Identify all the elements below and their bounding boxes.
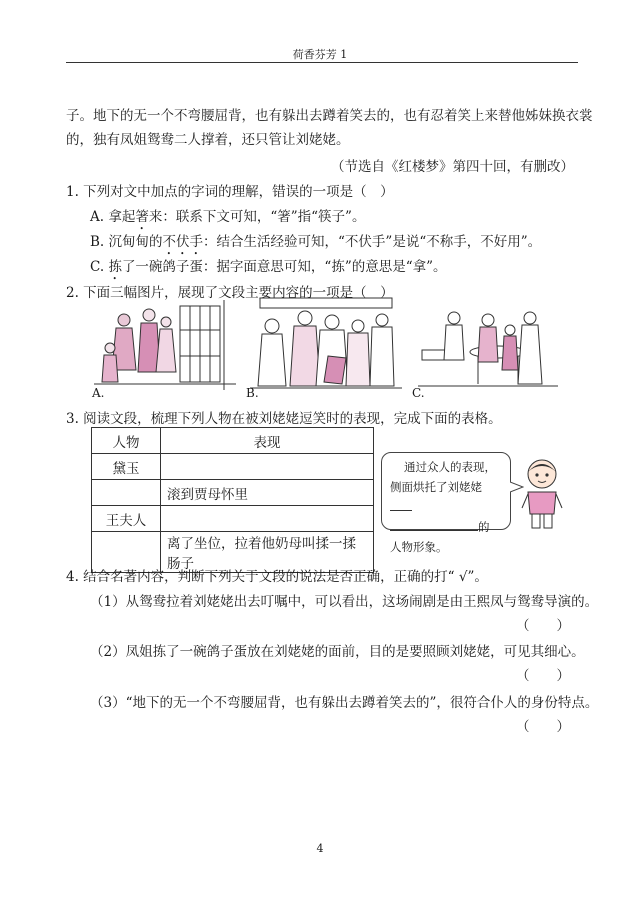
answer-cell[interactable]: [92, 480, 161, 506]
table-row: [92, 506, 374, 532]
passage-source: （节选自《红楼梦》第四十回，有删改）: [331, 159, 574, 175]
table-header-cell: 表现: [161, 428, 374, 454]
q2-stem: 2. 下面三幅图片，展现了文段主要内容的一项是（ ）: [66, 285, 394, 301]
illustration-a: [94, 300, 236, 392]
header-divider: [66, 62, 578, 63]
q1-a-dotted: 箸: [135, 209, 149, 225]
answer-cell[interactable]: [161, 454, 374, 480]
illustration-c: [418, 300, 558, 392]
q4-answer-1[interactable]: （ ）: [516, 618, 570, 634]
q1-option-b: [90, 230, 541, 258]
q1-c-pre: C.: [90, 259, 109, 275]
q1-c-dotted: 拣: [108, 259, 122, 275]
passage-line-2: 的，独有凤姐鸳鸯二人撑着，还只管让刘姥姥。: [66, 132, 350, 148]
bubble-text: 的: [478, 520, 490, 534]
bubble-line-2: [390, 477, 502, 517]
fill-blank[interactable]: [390, 510, 412, 511]
table-row: [92, 480, 374, 506]
bubble-line-1: 通过众人的表现，: [404, 460, 496, 474]
q3-table: [91, 427, 374, 573]
table-cell: 滚到贾母怀里: [161, 480, 374, 506]
bubble-line-4: 人物形象。: [390, 540, 448, 554]
q1-option-a: [90, 205, 365, 233]
illustration-b: [250, 296, 402, 396]
table-cell: 黛玉: [92, 454, 161, 480]
illustration-b-label: B.: [246, 386, 259, 400]
q4-item-2: （2）凤姐拣了一碗鸽子蛋放在刘姥姥的面前，目的是要照顾刘姥姥，可见其细心。: [90, 644, 585, 660]
bubble-line-3: [390, 517, 502, 537]
boy-figure-icon: [520, 456, 564, 530]
passage-line-1: 子。地下的无一个不弯腰屈背，也有躲出去蹲着笑去的，也有忍着笑上来替他姊妹换衣裳: [66, 108, 593, 124]
q1-b-pre: B. 沉甸甸的: [90, 234, 163, 250]
answer-cell[interactable]: [161, 506, 374, 532]
fill-blank[interactable]: [390, 530, 478, 531]
speech-bubble: [381, 452, 511, 554]
table-header-cell: 人物: [92, 428, 161, 454]
q1-option-c: [90, 255, 447, 283]
q4-stem: 4. 结合名著内容，判断下列关于文段的说法是否正确，正确的打“ √”。: [66, 569, 488, 585]
page-number: 4: [316, 842, 324, 855]
illustration-c-label: C.: [412, 386, 425, 400]
bubble-text: 侧面烘托了刘姥姥: [390, 480, 482, 494]
table-cell: 王夫人: [92, 506, 161, 532]
q1-b-post: ：结合生活经验可知，“不伏手”是说“不称手，不好用”。: [203, 234, 542, 250]
table-cell: 离了坐位，拉着他奶母叫揉一揉肠子: [161, 532, 374, 573]
q4-item-3: （3）“地下的无一个不弯腰屈背，也有躲出去蹲着笑去的”，很符合仆人的身份特点。: [90, 695, 599, 711]
q4-item-1: （1）从鸳鸯拉着刘姥姥出去叮嘱中，可以看出，这场闹剧是由王熙凤与鸳鸯导演的。: [90, 594, 599, 610]
q1-a-post: 来：联系下文可知，“箸”指“筷子”。: [148, 209, 366, 225]
illustration-a-label: A.: [92, 386, 105, 400]
q4-answer-3[interactable]: （ ）: [516, 719, 570, 735]
q1-c-post: 了一碗鸽子蛋：据字面意思可知，“拣”的意思是“拿”。: [121, 259, 447, 275]
table-header-row: [92, 428, 374, 454]
q1-b-dotted: 不伏手: [162, 234, 204, 250]
q3-stem: 3. 阅读文段，梳理下列人物在被刘姥姥逗笑时的表现，完成下面的表格。: [66, 411, 502, 427]
table-row: [92, 454, 374, 480]
q1-stem: 1. 下列对文中加点的字词的理解，错误的一项是（ ）: [66, 184, 394, 200]
q1-a-pre: A. 拿起: [90, 209, 136, 225]
q4-answer-2[interactable]: （ ）: [516, 668, 570, 684]
page-header: 荷香芬芳 1: [292, 48, 348, 61]
